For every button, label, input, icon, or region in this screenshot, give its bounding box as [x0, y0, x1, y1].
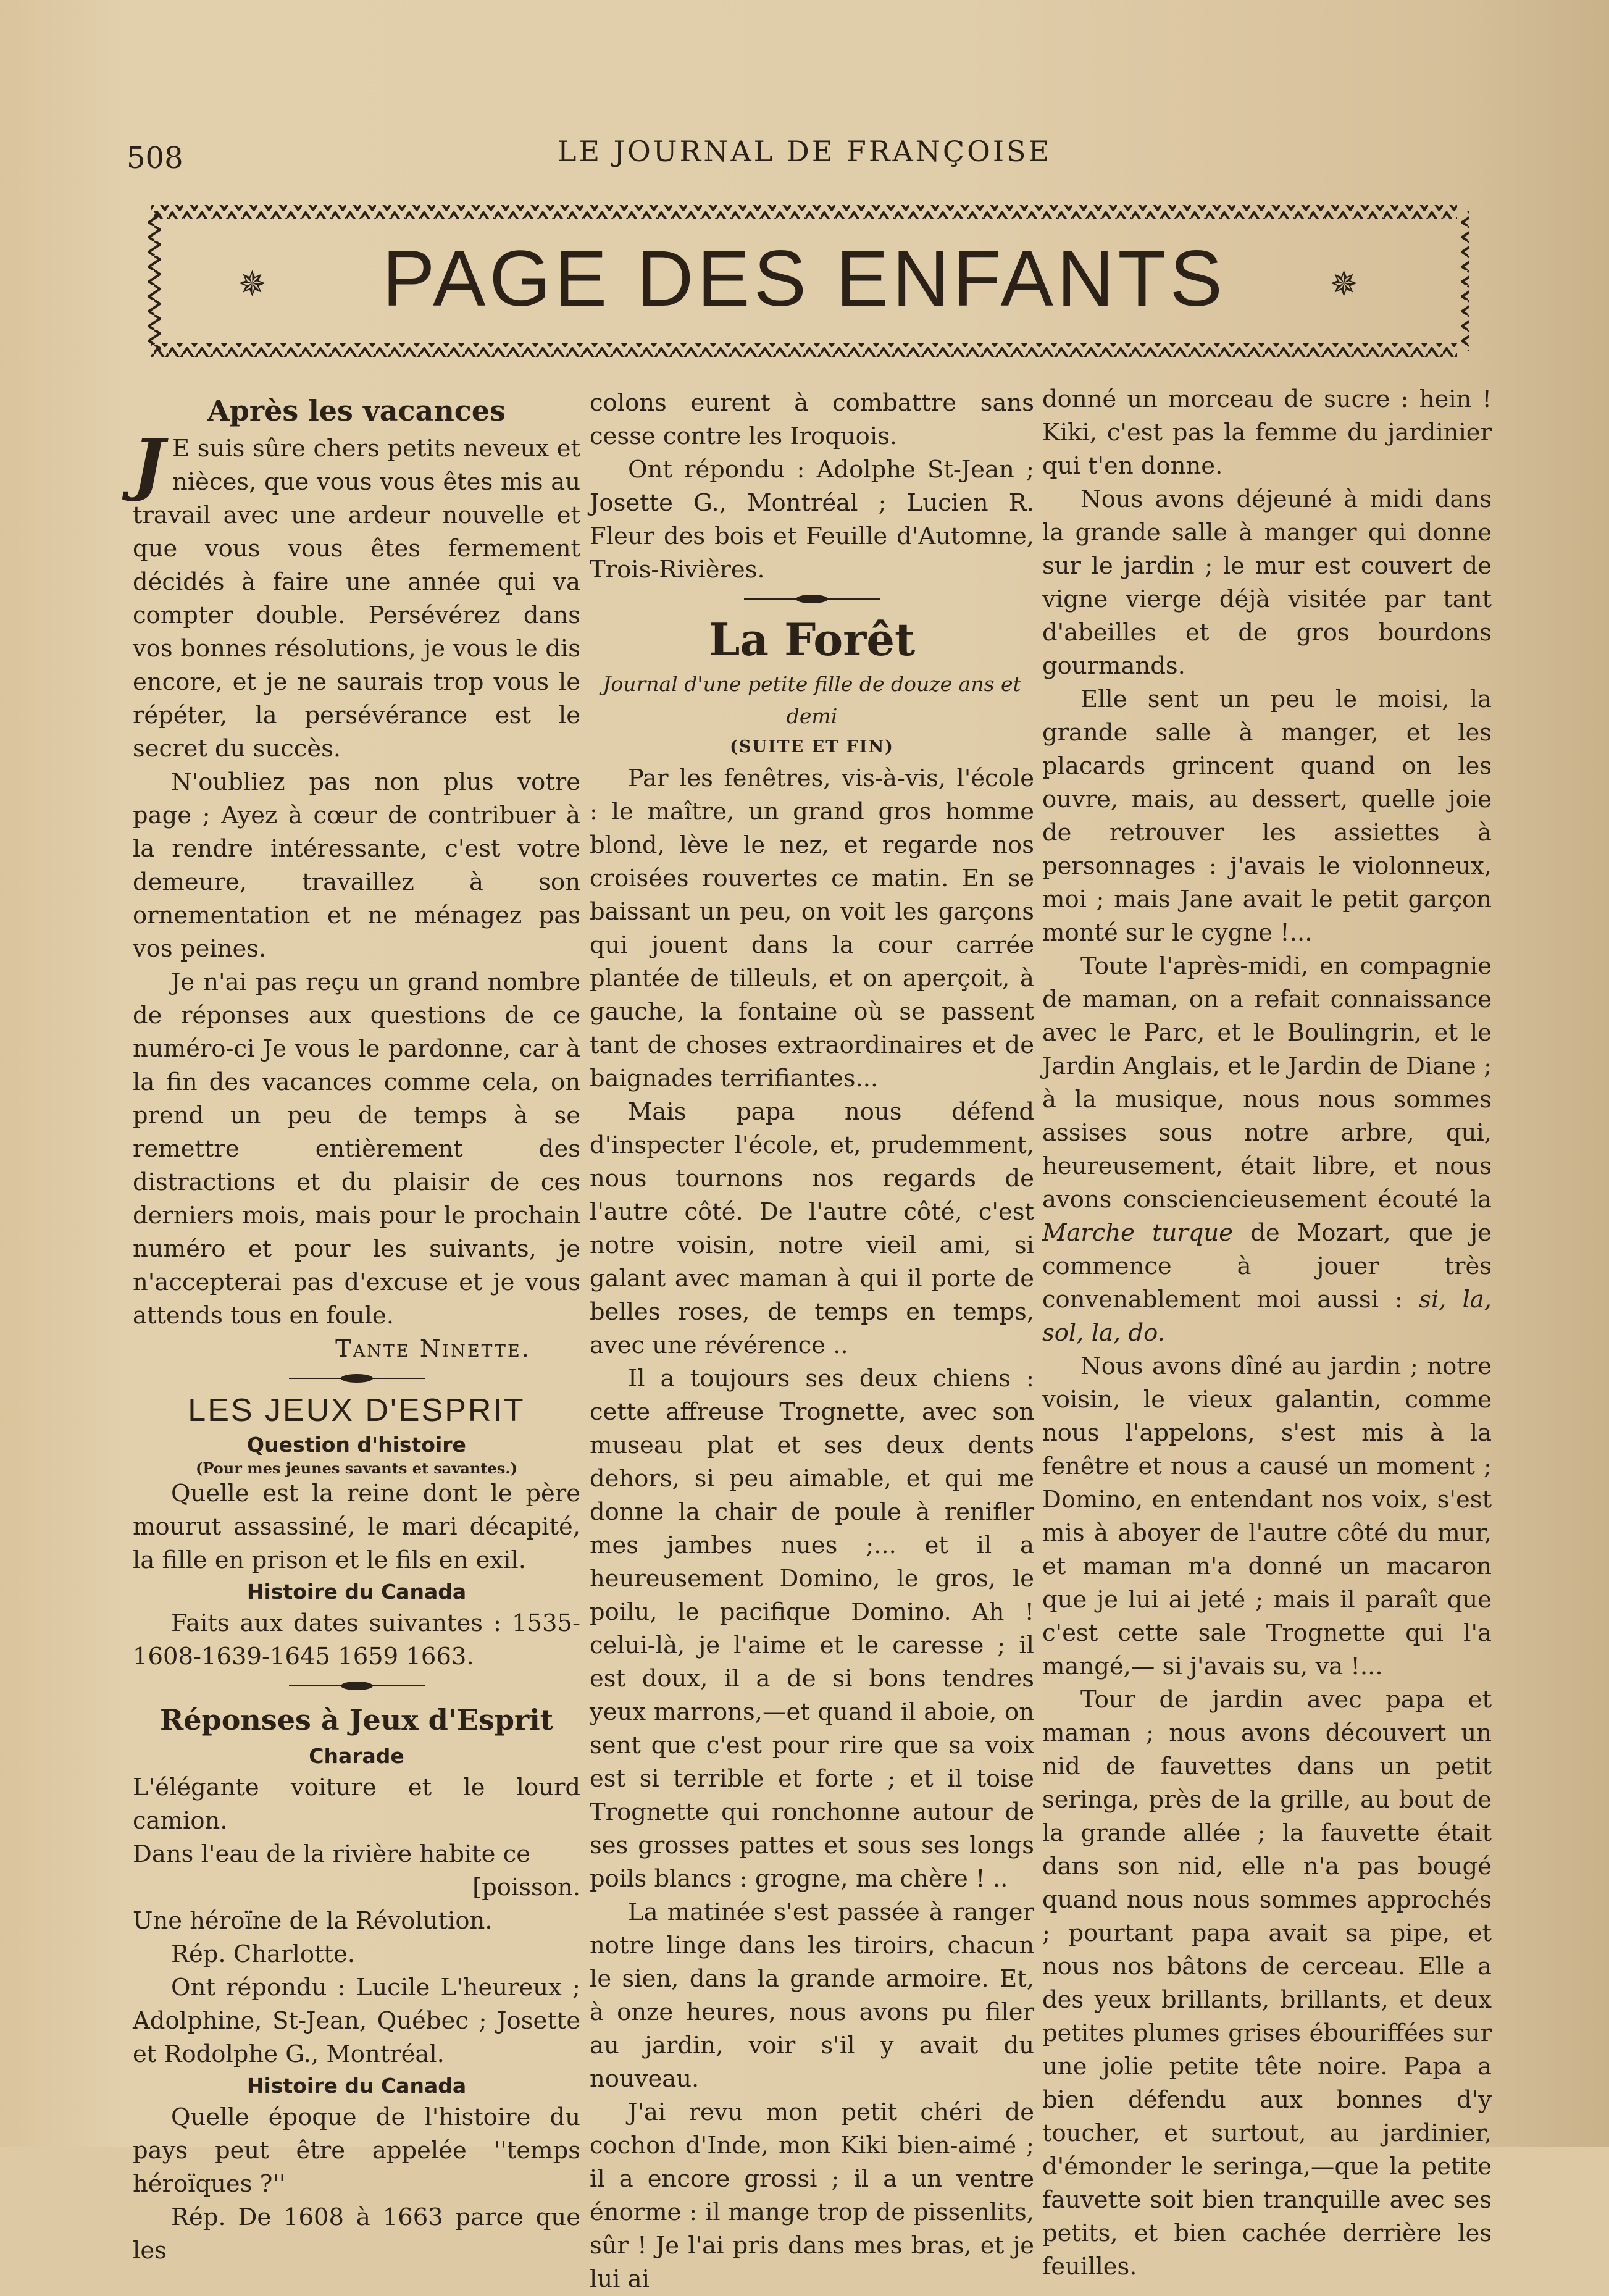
subheading-histoire-canada: Histoire du Canada	[246, 1580, 467, 1604]
heading-apres-vacances: Après les vacances	[207, 394, 506, 427]
paragraph: Nous avons déjeuné à midi dans la grande salle à manger qui donne sur le jardin ; le mur est couvert de vigne vierge déjà visitée par tant d'abeilles et de gros bourdons gourmands.	[1042, 485, 1492, 680]
charade-line: [poisson.	[472, 1874, 580, 1901]
paragraph: Faits aux dates suivantes : 1535-1608-1639-1645 1659 1663.	[133, 1609, 580, 1670]
paragraph-text: E suis sûre chers petits neveux et nièces, que vous vous êtes mis au travail avec une ardeur nouvelle et que vous vous êtes fermement décidés à faire une année qui va compter double. Persévérez dans vos bonnes résolutions, je vous le dis encore, et je ne saurais trop vous le répéter, la persévérance est le secret du succès.	[133, 435, 580, 763]
paragraph: donné un morceau de sucre : hein ! Kiki, c'est pas la femme du jardinier qui t'en donne.	[1042, 385, 1492, 480]
paragraph: Elle sent un peu le moisi, la grande salle à manger, et les placards grincent quand on les ouvre, mais, au dessert, quelle joie de retrouver les assiettes à personnages : j'avais le violonneux, moi ; mais Jane avait le petit garçon monté sur le cygne !...	[1042, 685, 1492, 947]
paragraph: Par les fenêtres, vis-à-vis, l'école : le maître, un grand gros homme blond, lève le nez, et regarde nos croisées rouvertes ce matin. En se baissant un peu, on voit les garçons qui jouent dans la cour carrée plantée de tilleuls, et on aperçoit, à gauche, la fontaine où se passent tant de choses extraordinaires et de baignades terrifiantes...	[590, 765, 1034, 1092]
running-head: LE JOURNAL DE FRANÇOISE	[557, 135, 1052, 168]
note: (Pour mes jeunes savants et savantes.)	[196, 1459, 517, 1477]
charade-answer: Rép. Charlotte.	[171, 1940, 355, 1968]
paragraph: Je n'ai pas reçu un grand nombre de réponses aux questions de ce numéro-ci Je vous le pardonne, car à la fin des vacances comme cela, on prend un peu de temps à se remettre entièrement des distractions et du plaisir de ces derniers mois, mais pour le prochain numéro et pour les suivants, je n'accepterai pas d'excuse et je vous attends tous en foule.	[133, 968, 580, 1330]
paragraph: Rép. De 1608 à 1663 parce que les	[133, 2203, 580, 2265]
paragraph-text: de Mozart, que je commence à jouer très convenablement moi aussi :	[1042, 1219, 1492, 1313]
star-ornament-icon: ✵	[1329, 264, 1358, 304]
subtitle: Journal d'une petite fille de douze ans et demi	[603, 672, 1021, 728]
divider-ornament-icon	[289, 1680, 425, 1692]
charade-line: L'élégante voiture et le lourd camion.	[133, 1774, 580, 1835]
subheading-charade: Charade	[309, 1744, 404, 1768]
paragraph	[133, 424, 580, 766]
paragraph: Nous avons dîné au jardin ; notre voisin, le vieux galantin, comme nous l'appelons, s'est mis à la fenêtre et nous a causé un moment ; Domino, en entendant nos voix, s'est mis à aboyer de l'autre côté du mur, et maman m'a donné un macaron que je lui ai jeté ; mais il paraît que c'est cette sale Trognette qui l'a mangé,— si j'avais su, va !...	[1042, 1352, 1492, 1680]
paragraph: Il a toujours ses deux chiens : cette affreuse Trognette, avec son museau plat et ses deux dents dehors, si peu aimable, et qui me donne la chair de poule à renifler mes jambes nues ;... et il a heureusement Domino, le gros, le poilu, le pacifique Domino. Ah ! celui-là, je l'aime et le caresse ; il est doux, il a de si bons tendres yeux marrons,—et quand il aboie, on sent que c'est pour rire que sa voix est si terrible et forte ; et il toise Trognette qui ronchonne autour de ses grosses pattes et sous ses longs poils blancs : grogne, ma chère ! ..	[590, 1365, 1034, 1893]
suite-note: (SUITE ET FIN)	[730, 737, 894, 756]
title-banner	[139, 198, 1469, 364]
subheading-question-histoire: Question d'histoire	[247, 1433, 466, 1457]
paragraph: Ont répondu : Adolphe St-Jean ; Josette G., Montréal ; Lucien R. Fleur des bois et Feuille d'Automne, Trois-Rivières.	[590, 456, 1034, 584]
music-title: Marche turque	[1042, 1219, 1233, 1247]
charade-line: Dans l'eau de la rivière habite ce	[133, 1840, 530, 1868]
paragraph: N'oubliez pas non plus votre page ; Ayez à cœur de contribuer à la rendre intéressante, c'est votre demeure, travaillez à son ornementation et ne ménagez pas vos peines.	[133, 768, 580, 963]
column-2	[590, 387, 1034, 2296]
paragraph: Quelle époque de l'histoire du pays peut être appelée ''temps héroïques ?''	[133, 2103, 580, 2198]
paragraph: La matinée s'est passée à ranger notre linge dans les tiroirs, chacun le sien, dans la grande armoire. Et, à onze heures, nous avons pu filer au jardin, voir s'il y avait du nouveau.	[590, 1898, 1034, 2093]
paragraph	[1042, 950, 1492, 1350]
paragraph: Ont répondu : Lucile L'heureux ; Adolphine, St-Jean, Québec ; Josette et Rodolphe G., Montréal.	[133, 1974, 580, 2068]
banner-title: PAGE DES ENFANTS	[382, 235, 1226, 323]
column-1	[133, 389, 580, 2268]
heading-reponses: Réponses à Jeux d'Esprit	[160, 1703, 553, 1737]
paragraph: Tour de jardin avec papa et maman ; nous avons découvert un nid de fauvettes dans un petit seringa, près de la grille, au bout de la grande allée ; la fauvette était dans son nid, elle n'a pas bougé quand nous nous sommes approchés ; pourtant papa avait sa pipe, et nous nos bâtons de cerceau. Elle a des yeux brillants, brillants, et deux petites plumes grises ébouriffées sur une jolie petite tête noire. Papa a bien défendu aux bonnes d'y toucher, et surtout, au jardinier, d'émonder le seringa,—que la petite fauvette soit bien tranquille avec ses petits, et bien cachée derrière les feuilles.	[1042, 1686, 1492, 2281]
star-ornament-icon: ✵	[238, 264, 267, 304]
paragraph-text: Toute l'après-midi, en compagnie de maman, on a refait connaissance avec le Parc, et le Boulingrin, et le Jardin Anglais, et le Jardin de Diane ; à la musique, nous nous sommes assises sous notre arbre, qui, heureusement, était libre, et nous avons consciencieusement écouté la	[1042, 952, 1492, 1213]
paragraph: colons eurent à combattre sans cesse contre les Iroquois.	[590, 389, 1034, 450]
charade-line: Une héroïne de la Révolution.	[133, 1907, 493, 1935]
page-number: 508	[127, 141, 183, 175]
divider-ornament-icon	[744, 593, 880, 605]
subheading-histoire-canada: Histoire du Canada	[246, 2074, 467, 2098]
column-3	[1042, 383, 1492, 2284]
music-notes: si, la, sol, la, do.	[1042, 1286, 1492, 1347]
heading-jeux-esprit: LES JEUX D'ESPRIT	[188, 1393, 525, 1428]
paragraph: J'ai revu mon petit chéri de cochon d'Inde, mon Kiki bien-aimé ; il a encore grossi ; il a un ventre énorme : il mange trop de pissenlits, sûr ! Je l'ai pris dans mes bras, et je lui ai	[590, 2098, 1034, 2293]
heading-la-foret: La Forêt	[708, 613, 916, 666]
divider-ornament-icon	[289, 1372, 425, 1385]
drop-cap: J	[133, 424, 165, 503]
signature: Tante Ninette.	[335, 1335, 531, 1363]
paragraph: Quelle est la reine dont le père mourut assassiné, le mari décapité, la fille en prison et le fils en exil.	[133, 1480, 580, 1574]
paragraph: Mais papa nous défend d'inspecter l'école, et, prudemment, nous tournons nos regards de l'autre côté. De l'autre côté, c'est notre voisin, notre vieil ami, si galant avec maman à qui il porte de belles roses, de temps en temps, avec une révérence ..	[590, 1098, 1034, 1359]
